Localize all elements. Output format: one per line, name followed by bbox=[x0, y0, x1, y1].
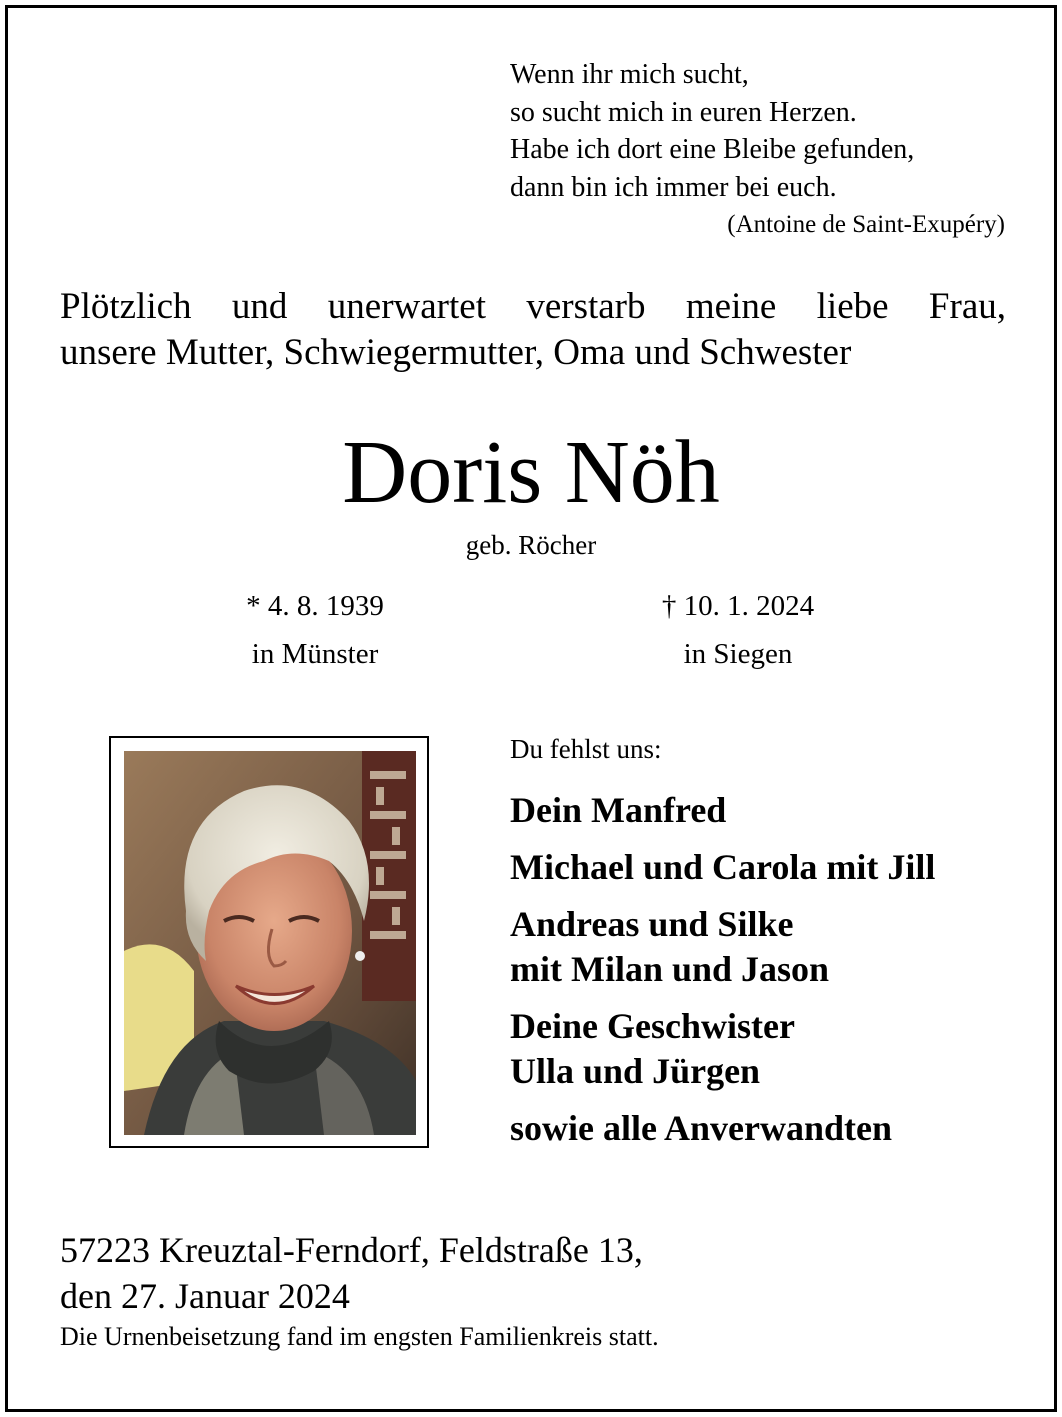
portrait-frame bbox=[109, 736, 429, 1148]
mourners-heading: Du fehlst uns: bbox=[510, 734, 662, 764]
mourner-line: mit Milan und Jason bbox=[510, 949, 830, 989]
mourner-line: Dein Manfred bbox=[510, 790, 727, 830]
mourner-group bbox=[510, 902, 935, 992]
death-date: † 10. 1. 2024 bbox=[661, 590, 815, 622]
birth-place: in Münster bbox=[251, 638, 379, 670]
address-block bbox=[60, 1227, 643, 1319]
birth-info bbox=[215, 582, 415, 678]
mourner-line: Deine Geschwister bbox=[510, 1006, 795, 1046]
poem-line: so sucht mich in euren Herzen. bbox=[510, 96, 857, 128]
mourner-group bbox=[510, 845, 935, 890]
maiden-name: geb. Röcher bbox=[465, 530, 597, 560]
intro-text bbox=[60, 284, 1006, 376]
poem bbox=[510, 56, 914, 206]
poem-author: (Antoine de Saint-Exupéry) bbox=[727, 211, 1005, 238]
date: den 27. Januar 2024 bbox=[60, 1276, 350, 1316]
mourner-line: Ulla und Jürgen bbox=[510, 1051, 761, 1091]
poem-line: Wenn ihr mich sucht, bbox=[510, 59, 749, 90]
mourner-group bbox=[510, 788, 935, 833]
death-info bbox=[638, 582, 838, 678]
mourner-line: sowie alle Anverwandten bbox=[510, 1108, 892, 1148]
poem-line: Habe ich dort eine Bleibe gefunden, bbox=[510, 134, 915, 165]
mourner-group bbox=[510, 1106, 935, 1151]
death-place: in Siegen bbox=[683, 638, 793, 670]
intro-line: unsere Mutter, Schwiegermutter, Oma und Schwester bbox=[60, 332, 852, 373]
deceased-name: Doris Nöh bbox=[342, 423, 720, 522]
mourners-list bbox=[510, 788, 935, 1163]
intro-line: Plötzlich und unerwartet verstarb meine liebe Frau, bbox=[60, 286, 1006, 327]
poem-line: dann bin ich immer bei euch. bbox=[510, 171, 837, 203]
mourner-line: Michael und Carola mit Jill bbox=[510, 847, 936, 887]
burial-note: Die Urnenbeisetzung fand im engsten Familienkreis statt. bbox=[60, 1322, 659, 1351]
portrait-photo bbox=[124, 751, 416, 1135]
mourner-line: Andreas und Silke bbox=[510, 904, 794, 944]
address: 57223 Kreuztal-Ferndorf, Feldstraße 13, bbox=[60, 1230, 643, 1270]
mourner-group bbox=[510, 1004, 935, 1094]
birth-date: * 4. 8. 1939 bbox=[246, 590, 384, 622]
